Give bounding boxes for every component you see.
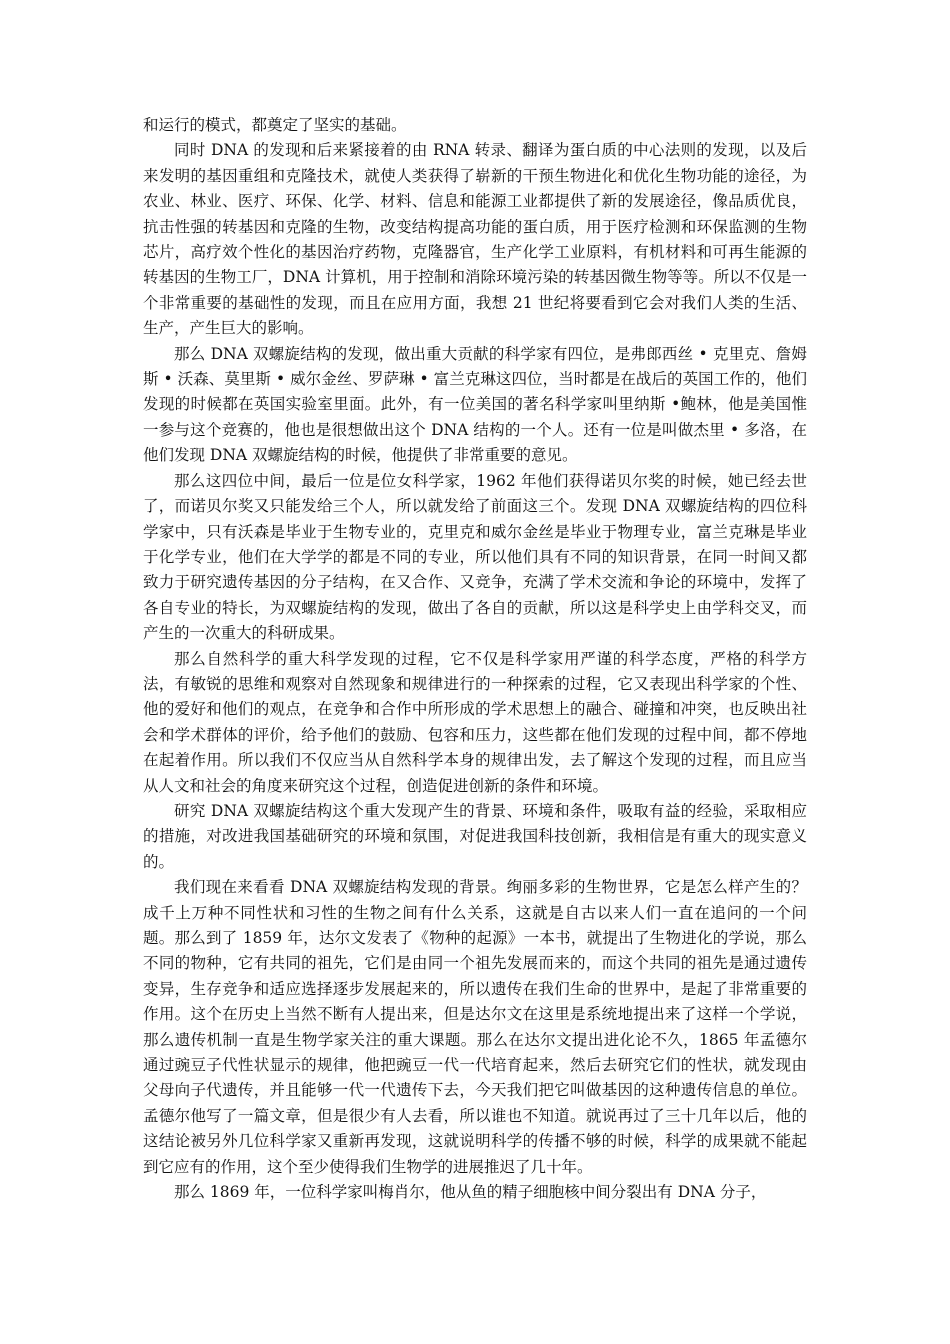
document-page <box>143 113 807 1205</box>
paragraph-four-scientists: 那么 DNA 双螺旋结构的发现，做出重大贡献的科学家有四位，是弗郎西丝 • 克里克、詹姆斯 • 沃森、莫里斯 • 威尔金丝、罗萨琳 • 富兰克琳这四位，当时都是在战后的英国工作的，他们发现的时候都在英国实验室里面。此外，有一位美国的著名科学家叫里纳斯 •鲍林，他是美国惟一参与这个竞赛的，他也是很想做出这个 DNA 结构的一个人。还有一位是叫做杰里 • 多洛，在他们发现 DNA 双螺旋结构的时候，他提供了非常重要的意见。 <box>143 344 807 465</box>
paragraph-central-dogma: 同时 DNA 的发现和后来紧接着的由 RNA 转录、翻译为蛋白质的中心法则的发现，以及后来发明的基因重组和克隆技术，就使人类获得了崭新的干预生物进化和优化生物功能的途径，为农业、林业、医疗、环保、化学、材料、信息和能源工业都提供了新的发展途径，像品质优良，抗击性强的转基因和克隆的生物，改变结构提高功能的蛋白质，用于医疗检测和环保监测的生物芯片，高疗效个性化的基因治疗药物，克隆器官，生产化学工业原料，有机材料和可再生能源的转基因的生物工厂，DNA 计算机，用于控制和消除环境污染的转基因微生物等等。所以不仅是一个非常重要的基础性的发现，而且在应用方面，我想 21 世纪将要看到它会对我们人类的生活、生产，产生巨大的影响。 <box>143 141 807 338</box>
paragraph-nobel-prize: 那么这四位中间，最后一位是位女科学家，1962 年他们获得诺贝尔奖的时候，她已经去世了，而诺贝尔奖又只能发给三个人，所以就发给了前面这三个。发现 DNA 双螺旋结构的四位科学家中，只有沃森是毕业于生物专业的，克里克和威尔金丝是毕业于物理专业，富兰克琳是毕业于化学专业，他们在大学学的都是不同的专业，所以他们具有不同的知识背景，在同一时间又都致力于研究遗传基因的分子结构，在又合作、又竞争，充满了学术交流和争论的环境中，发挥了各自专业的特长，为双螺旋结构的发现，做出了各自的贡献，所以这是科学史上由学科交叉，而产生的一次重大的科研成果。 <box>143 471 807 643</box>
paragraph-discovery-process: 那么自然科学的重大科学发现的过程，它不仅是科学家用严谨的科学态度，严格的科学方法，有敏锐的思维和观察对自然现象和规律进行的一种探索的过程，它又表现出科学家的个性、他的爱好和他们的观点，在竞争和合作中所形成的学术思想上的融合、碰撞和冲突，也反映出社会和学术群体的评价，给予他们的鼓励、包容和压力，这些都在他们发现的过程中间，都不停地在起着作用。所以我们不仅应当从自然科学本身的规律出发，去了解这个发现的过程，而且应当从人文和社会的角度来研究这个过程，创造促进创新的条件和环境。 <box>143 649 807 795</box>
paragraph-continued: 和运行的模式，都奠定了坚实的基础。 <box>143 116 407 134</box>
paragraph-background: 我们现在来看看 DNA 双螺旋结构发现的背景。绚丽多彩的生物世界，它是怎么样产生的？成千上万种不同性状和习性的生物之间有什么关系，这就是自古以来人们一直在追问的一个问题。那么到了 1859 年，达尔文发表了《物种的起源》一本书，就提出了生物进化的学说，那么不同的物种，它有共同的祖先，它们是由同一个祖先发展而来的，而这个共同的祖先是通过遗传变异，生存竞争和适应选择逐步发展起来的，所以遗传在我们生命的世界中，是起了非常重要的作用。这个在历史上当然不断有人提出来，但是达尔文在这里是系统地提出来了这样一个学说，那么遗传机制一直是生物学家关注的重大课题。那么在达尔文提出进化论不久，1865 年孟德尔通过豌豆子代性状显示的规律，他把豌豆一代一代培育起来，然后去研究它们的性状，就发现由父母向子代遗传，并且能够一代一代遗传下去，今天我们把它叫做基因的这种遗传信息的单位。孟德尔他写了一篇文章，但是很少有人去看，所以谁也不知道。就说再过了三十几年以后，他的这结论被另外几位科学家又重新再发现，这就说明科学的传播不够的时候，科学的成果就不能起到它应有的作用，这个至少使得我们生物学的进展推迟了几十年。 <box>143 878 807 1176</box>
paragraph-significance: 研究 DNA 双螺旋结构这个重大发现产生的背景、环境和条件，吸取有益的经验，采取相应的措施，对改进我国基础研究的环境和氛围，对促进我国科技创新，我相信是有重大的现实意义的。 <box>143 801 807 871</box>
paragraph-1869: 那么 1869 年，一位科学家叫梅肖尔，他从鱼的精子细胞核中间分裂出有 DNA 分子， <box>174 1183 767 1202</box>
